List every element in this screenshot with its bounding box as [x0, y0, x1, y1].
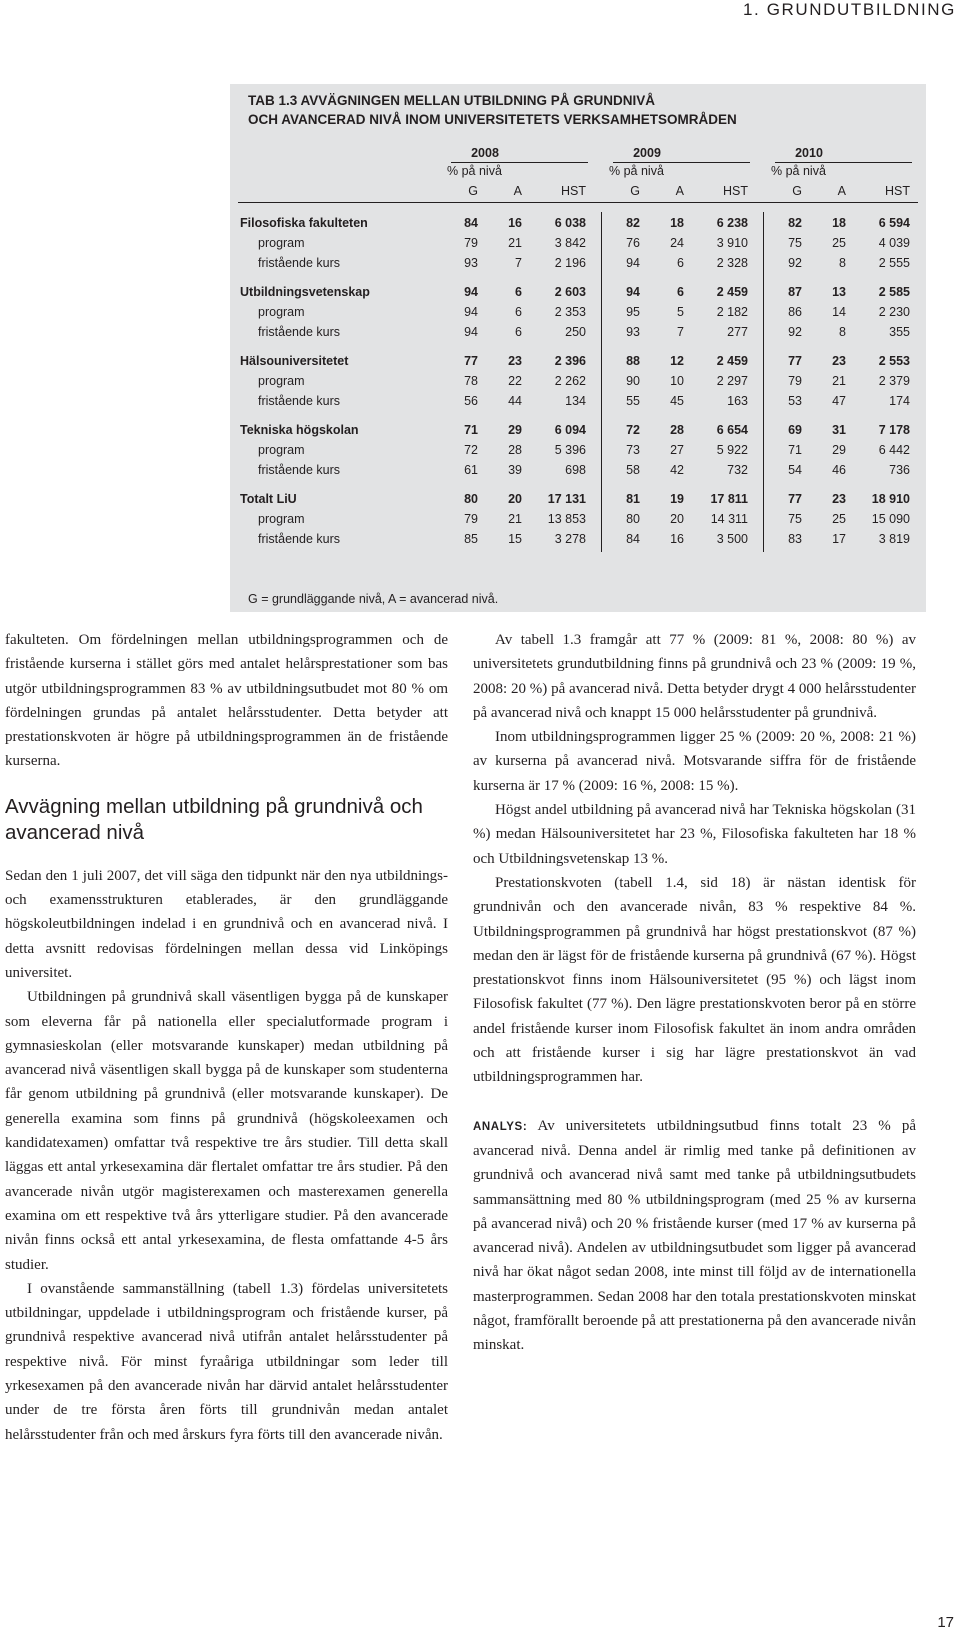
table-cell: 77 [464, 354, 478, 368]
table-cell: 93 [464, 256, 478, 270]
table-cell: 71 [788, 443, 802, 457]
right-paragraph-3: Högst andel utbildning på avancerad nivå har Tekniska högskolan (31 %) medan Hälsouniversitetet har 23 %, Filosofiska fakulteten har 18 % och Utbildningsvetenskap 13 %. [473, 802, 916, 867]
table-cell: 5 396 [554, 443, 586, 457]
pct-level-label: % på nivå [771, 164, 826, 178]
year-header: 2010 [795, 146, 823, 160]
table-cell: 25 [832, 512, 846, 526]
row-label: fristående kurs [258, 394, 340, 408]
table-cell: 13 [832, 285, 846, 299]
table-cell: 16 [508, 216, 522, 230]
table-cell: 2 230 [878, 305, 910, 319]
row-label: Totalt LiU [240, 492, 297, 506]
table-cell: 3 500 [716, 532, 748, 546]
table-cell: 2 328 [716, 256, 748, 270]
table-cell: 46 [832, 463, 846, 477]
column-header: G [468, 184, 478, 198]
table-cell: 2 396 [554, 354, 586, 368]
column-header: A [837, 184, 846, 198]
table-cell: 174 [889, 394, 910, 408]
table-cell: 79 [464, 236, 478, 250]
table-cell: 3 819 [878, 532, 910, 546]
left-paragraph-4: I ovanstående sammanställning (tabell 1.3) fördelas universitetets utbildningar, uppdelade i utbildningsprogram och fristående kurser, på grundnivå respektive avancerad nivå utifrån antalet helårsstudenter på respektive nivå. För minst fyraåriga utbildningar som leder till yrkesexamen på den avancerade nivån har därvid antalet helårsstudenter under de tre första åren förts till grundnivån medan antalet helårsstudenter från och med årskurs fyra förts till den avancerade nivån. [5, 1280, 448, 1443]
left-paragraph-1: fakulteten. Om fördelningen mellan utbildningsprogrammen och de fristående kurserna i stället görs med antalet helårsprestationer som bas utgör utbildningsprogrammen 83 % av utbildningsutbudet mot 80 % om fördelningen grundas på antalet helårsstudenter. Detta betyder att prestationskvoten är högre på utbildningsprogrammen än de fristående kurserna. [5, 632, 448, 770]
table-cell: 28 [508, 443, 522, 457]
table-cell: 6 [515, 285, 522, 299]
table-cell: 5 922 [716, 443, 748, 457]
row-label: Tekniska högskolan [240, 423, 359, 437]
row-label: fristående kurs [258, 256, 340, 270]
right-paragraph-4: Prestationskvoten (tabell 1.4, sid 18) är nästan identisk för grundnivån och den avancerade nivån, 83 % respektive 84 %. Utbildningsprogrammen på grundnivå har högst prestationskvot (87 %) medan den är lägst för de fristående kurserna på grundnivå (67 %). Högst prestationskvot finns inom Hälsouniversitetet (95 %) och lägst inom Filosofisk fakultet (77 %). Den lägre prestationskvoten beror på en större andel fristående kurser inom Filosofisk fakultet än inom andra områden och att fristående kurser i sig har lägre prestationskvot än vad utbildningsprogrammen har. [473, 874, 916, 1086]
table-cell: 25 [832, 236, 846, 250]
pct-level-label: % på nivå [609, 164, 664, 178]
table-cell: 78 [464, 374, 478, 388]
table-cell: 134 [565, 394, 586, 408]
table-cell: 39 [508, 463, 522, 477]
table-cell: 76 [626, 236, 640, 250]
table-cell: 84 [626, 532, 640, 546]
table-title-line2: OCH AVANCERAD NIVÅ INOM UNIVERSITETETS VERKSAMHETSOMRÅDEN [248, 112, 737, 127]
row-label: program [258, 236, 305, 250]
table-cell: 92 [788, 256, 802, 270]
left-paragraph-3: Utbildningen på grundnivå skall väsentligen bygga på de kunskaper som eleverna får på nationella eller specialutformade program i gymnasieskolan (eller motsvarande kunskaper) medan utbildning på avancerad nivå väsentligen skall bygga på de kunskaper som studenterna får genom utbildning på grundnivå (eller motsvarande kunskaper). De generella examina som finns på grundnivå (högskoleexamen och kandidatexamen) omfattar två respektive tre års studier. Till detta skall läggas ett antal yrkesexamina där flertalet omfattar tre års studier. På den avancerade nivån utgör magisterexamen och masterexamen generella examina om ett respektive två års ytterligare studier. På den avancerade nivån finns också ett antal yrkesexamina, de flesta omfattande 4-5 års studier. [5, 989, 448, 1273]
table-cell: 6 [677, 285, 684, 299]
left-column [5, 628, 448, 1447]
table-cell: 53 [788, 394, 802, 408]
table-cell: 23 [832, 354, 846, 368]
year-rule [775, 162, 912, 163]
table-cell: 87 [788, 285, 802, 299]
table-cell: 79 [464, 512, 478, 526]
table-cell: 7 178 [878, 423, 910, 437]
table-cell: 2 297 [716, 374, 748, 388]
table-cell: 15 [508, 532, 522, 546]
table-cell: 72 [464, 443, 478, 457]
table-cell: 58 [626, 463, 640, 477]
year-rule [451, 162, 588, 163]
table-cell: 20 [508, 492, 522, 506]
table-cell: 77 [788, 492, 802, 506]
row-label: program [258, 443, 305, 457]
right-paragraph-2: Inom utbildningsprogrammen ligger 25 % (2009: 20 %, 2008: 21 %) av kurserna på avancerad nivå. Motsvarande siffra för de fristående kurserna är 17 % (2009: 16 %, 2008: 15 %). [473, 729, 916, 794]
row-label: program [258, 512, 305, 526]
table-cell: 6 594 [878, 216, 910, 230]
table-cell: 45 [670, 394, 684, 408]
table-cell: 21 [508, 512, 522, 526]
table-cell: 94 [464, 285, 478, 299]
table-cell: 90 [626, 374, 640, 388]
table-cell: 6 094 [554, 423, 586, 437]
column-header: HST [561, 184, 586, 198]
column-header: A [675, 184, 684, 198]
table-cell: 2 262 [554, 374, 586, 388]
table-title [248, 91, 737, 129]
table-cell: 72 [626, 423, 640, 437]
row-label: program [258, 305, 305, 319]
table-cell: 77 [788, 354, 802, 368]
running-header: 1. GRUNDUTBILDNING [743, 0, 956, 19]
column-header: HST [885, 184, 910, 198]
table-cell: 85 [464, 532, 478, 546]
table-cell: 2 603 [554, 285, 586, 299]
column-header: G [792, 184, 802, 198]
table-cell: 44 [508, 394, 522, 408]
right-paragraph-1: Av tabell 1.3 framgår att 77 % (2009: 81 %, 2008: 80 %) av universitetets grundutbildning finns på grundnivå och 23 % (2009: 19 %, 2008: 20 %) på avancerad nivå. Detta betyder drygt 4 000 helårsstudenter på avancerad nivå och knappt 15 000 helårsstudenter på grundnivå. [473, 632, 916, 721]
table-cell: 81 [626, 492, 640, 506]
table-cell: 29 [832, 443, 846, 457]
row-label: fristående kurs [258, 325, 340, 339]
table-cell: 6 038 [554, 216, 586, 230]
table-cell: 18 [670, 216, 684, 230]
table-cell: 732 [727, 463, 748, 477]
table-cell: 23 [832, 492, 846, 506]
table-cell: 6 [515, 325, 522, 339]
table-cell: 355 [889, 325, 910, 339]
table-cell: 31 [832, 423, 846, 437]
table-cell: 56 [464, 394, 478, 408]
table-cell: 27 [670, 443, 684, 457]
table-cell: 19 [670, 492, 684, 506]
header-rule [238, 202, 918, 203]
table-cell: 12 [670, 354, 684, 368]
table-cell: 23 [508, 354, 522, 368]
table-cell: 80 [464, 492, 478, 506]
table-cell: 8 [839, 256, 846, 270]
table-cell: 6 654 [716, 423, 748, 437]
table-cell: 73 [626, 443, 640, 457]
table-cell: 3 910 [716, 236, 748, 250]
analysis-text: Av universitetets utbildningsutbud finns totalt 23 % på avancerad nivå. Denna andel är rimlig med tanke på definitionen av grundnivå och avancerad nivå samt med tanke på utbildningsutbudets sammansättning med 80 % utbildningsprogram (med 25 % av kurserna på avancerad nivå) och 20 % fristående kurser (med 17 % av kurserna på avancerad nivå). Andelen av utbildningsutbudet som ligger på avancerad nivå har ökat något sedan 2008, inte minst till följd av de internationella masterprogrammen. Sedan 2008 har den totala prestationskvoten minskat något, framförallt beroende på att prestationerna på den avancerade nivån minskat. [473, 1117, 916, 1354]
table-cell: 47 [832, 394, 846, 408]
row-label: Utbildningsvetenskap [240, 285, 370, 299]
left-paragraph-2: Sedan den 1 juli 2007, det vill säga den tidpunkt när den nya utbildnings- och examensstrukturen etablerades, är den grundläggande högskoleutbildningen indelad i en grundnivå och en avancerad nivå. I detta avsnitt redovisas fördelningen mellan dessa vid Linköpings universitet. [5, 867, 448, 981]
table-cell: 88 [626, 354, 640, 368]
table-cell: 21 [832, 374, 846, 388]
table-cell: 94 [626, 285, 640, 299]
page-number: 17 [937, 1614, 954, 1631]
row-label: program [258, 374, 305, 388]
table-cell: 71 [464, 423, 478, 437]
table-cell: 277 [727, 325, 748, 339]
row-label: fristående kurs [258, 463, 340, 477]
table-cell: 8 [839, 325, 846, 339]
right-column [473, 628, 916, 1358]
column-header: A [513, 184, 522, 198]
table-cell: 7 [677, 325, 684, 339]
pct-level-label: % på nivå [447, 164, 502, 178]
table-cell: 13 853 [547, 512, 586, 526]
table-cell: 61 [464, 463, 478, 477]
column-header: HST [723, 184, 748, 198]
table-cell: 94 [464, 325, 478, 339]
table-cell: 82 [788, 216, 802, 230]
table-cell: 16 [670, 532, 684, 546]
table-cell: 6 238 [716, 216, 748, 230]
year-header: 2009 [633, 146, 661, 160]
table-cell: 75 [788, 236, 802, 250]
row-label: fristående kurs [258, 532, 340, 546]
table-cell: 28 [670, 423, 684, 437]
table-cell: 2 555 [878, 256, 910, 270]
table-cell: 698 [565, 463, 586, 477]
table-title-line1: TAB 1.3 AVVÄGNINGEN MELLAN UTBILDNING PÅ GRUNDNIVÅ [248, 93, 656, 108]
table-cell: 94 [626, 256, 640, 270]
table-cell: 2 353 [554, 305, 586, 319]
table-cell: 22 [508, 374, 522, 388]
table-cell: 3 278 [554, 532, 586, 546]
table-cell: 54 [788, 463, 802, 477]
table-cell: 2 585 [878, 285, 910, 299]
column-header: G [630, 184, 640, 198]
table-cell: 55 [626, 394, 640, 408]
analysis-paragraph [473, 1114, 916, 1358]
table-cell: 6 [515, 305, 522, 319]
table-cell: 163 [727, 394, 748, 408]
table-cell: 17 [832, 532, 846, 546]
analysis-label: ANALYS: [473, 1120, 528, 1133]
table-cell: 94 [464, 305, 478, 319]
table-cell: 17 131 [547, 492, 586, 506]
table-cell: 2 196 [554, 256, 586, 270]
table-cell: 6 442 [878, 443, 910, 457]
table-cell: 24 [670, 236, 684, 250]
table-cell: 42 [670, 463, 684, 477]
table-cell: 7 [515, 256, 522, 270]
table-cell: 17 811 [710, 492, 748, 506]
table-cell: 82 [626, 216, 640, 230]
year-rule [613, 162, 750, 163]
table-cell: 736 [889, 463, 910, 477]
table-cell: 75 [788, 512, 802, 526]
table-cell: 14 311 [710, 512, 748, 526]
table-cell: 83 [788, 532, 802, 546]
table-cell: 5 [677, 305, 684, 319]
table-cell: 69 [788, 423, 802, 437]
table-cell: 18 910 [871, 492, 910, 506]
table-cell: 29 [508, 423, 522, 437]
table-cell: 93 [626, 325, 640, 339]
table-cell: 95 [626, 305, 640, 319]
table-cell: 18 [832, 216, 846, 230]
table-cell: 79 [788, 374, 802, 388]
row-label: Hälsouniversitetet [240, 354, 349, 368]
table-cell: 2 459 [716, 285, 748, 299]
table-cell: 80 [626, 512, 640, 526]
table-cell: 20 [670, 512, 684, 526]
table-cell: 14 [832, 305, 846, 319]
table-cell: 86 [788, 305, 802, 319]
table-cell: 15 090 [871, 512, 910, 526]
table-cell: 10 [670, 374, 684, 388]
table-cell: 2 182 [716, 305, 748, 319]
table-cell: 6 [677, 256, 684, 270]
table-cell: 21 [508, 236, 522, 250]
table-cell: 250 [565, 325, 586, 339]
table-cell: 3 842 [554, 236, 586, 250]
section-heading: Avvägning mellan utbildning på grundnivå och avancerad nivå [5, 794, 423, 844]
table-cell: 2 379 [878, 374, 910, 388]
table-cell: 2 459 [716, 354, 748, 368]
year-header: 2008 [471, 146, 499, 160]
table-footnote: G = grundläggande nivå, A = avancerad nivå. [248, 592, 499, 606]
table-cell: 84 [464, 216, 478, 230]
table-cell: 4 039 [878, 236, 910, 250]
table-cell: 92 [788, 325, 802, 339]
table-cell: 2 553 [878, 354, 910, 368]
row-label: Filosofiska fakulteten [240, 216, 368, 230]
